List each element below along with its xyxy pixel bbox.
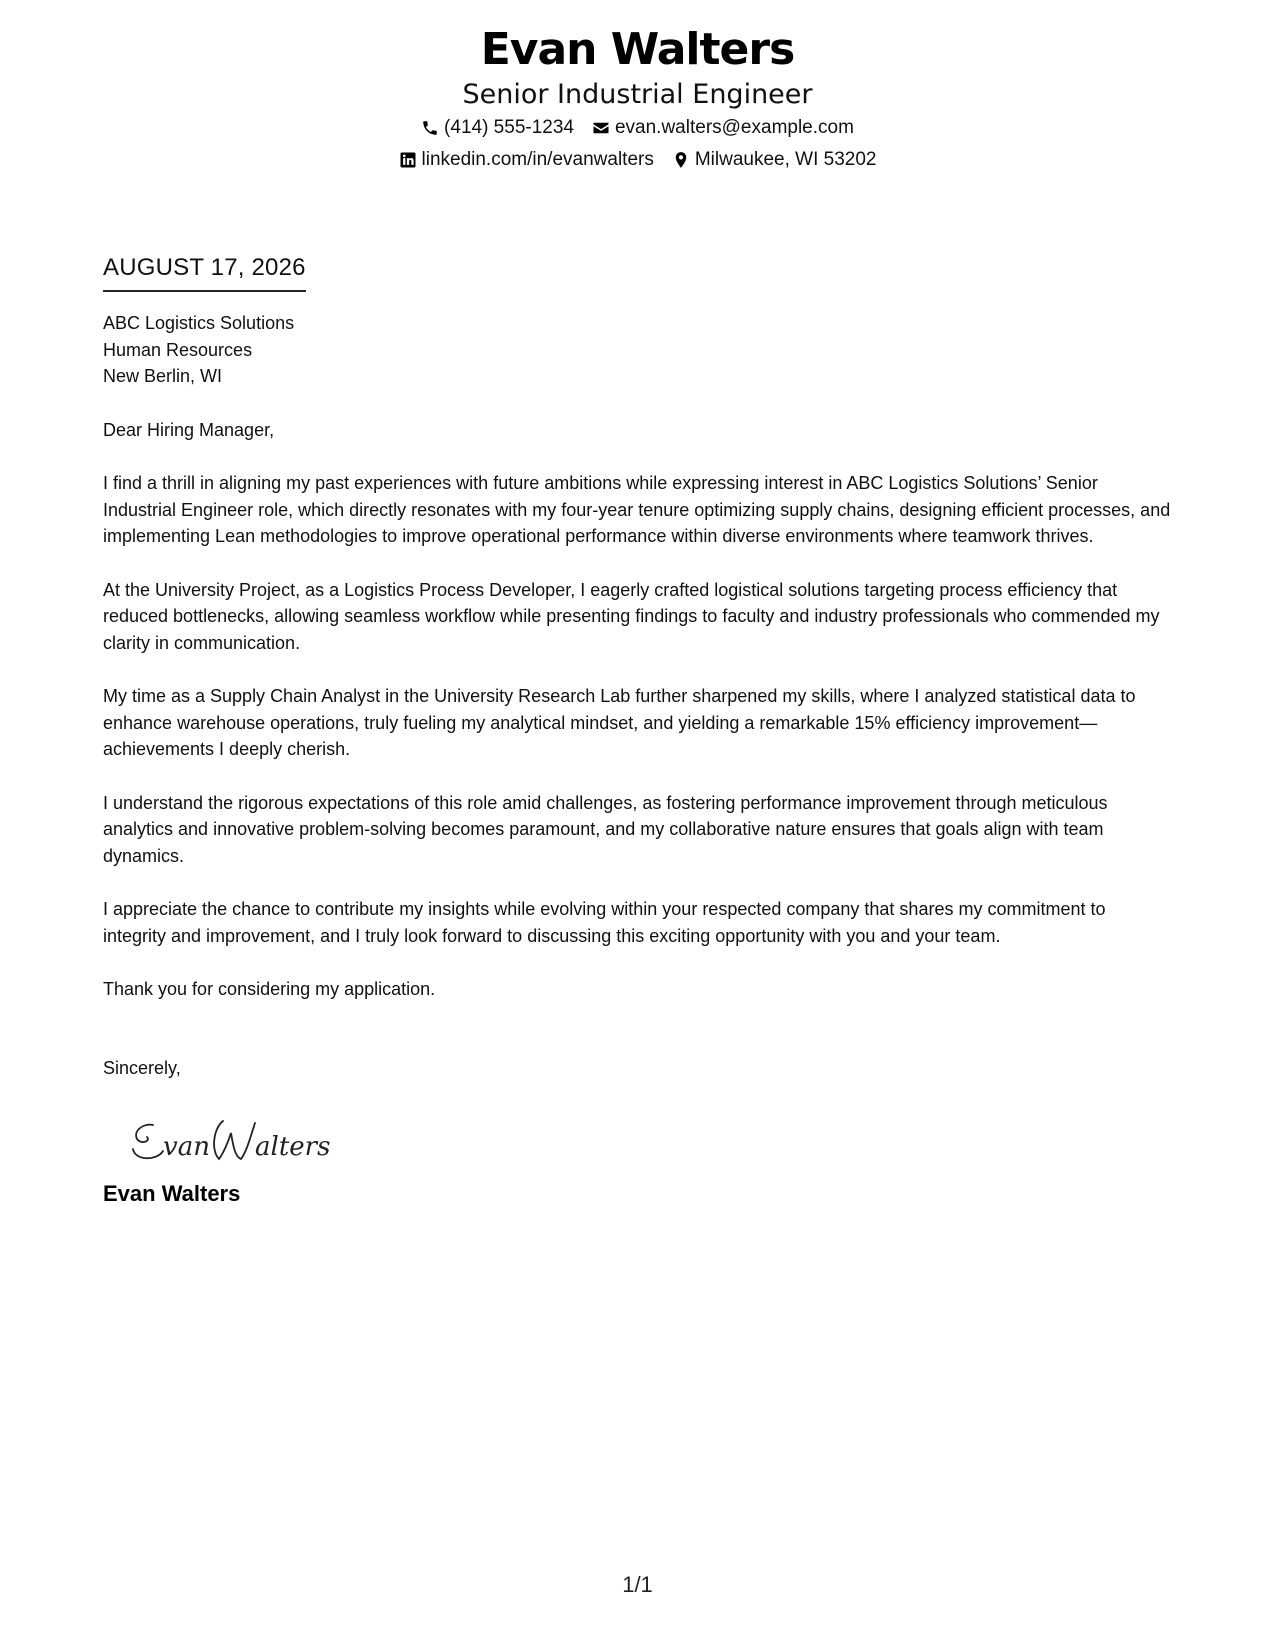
body-paragraph: I appreciate the chance to contribute my insights while evolving within your respected company that shares my commitment to integrity and improvement, and I truly look forward to discussing this exciting opportunity with you and your team. bbox=[103, 899, 1106, 946]
contact-email[interactable] bbox=[592, 112, 854, 144]
svg-text:alters: alters bbox=[255, 1132, 331, 1162]
body-paragraph: I find a thrill in aligning my past experiences with future ambitions while expressing interest in ABC Logistics Solutions’ Senior Industrial Engineer role, which directly resonates with my four-year tenure optimizing supply chains, designing efficient processes, and implementing Lean methodologies to improve operational performance within diverse environments where teamwork thrives. bbox=[103, 473, 1171, 546]
closing-line: Thank you for considering my application. bbox=[103, 979, 436, 999]
location-text: Milwaukee, WI 53202 bbox=[694, 149, 877, 170]
signoff: Sincerely, bbox=[103, 1057, 181, 1078]
letter-header bbox=[0, 24, 1275, 176]
body-paragraph: My time as a Supply Chain Analyst in the University Research Lab further sharpened my skills, where I analyzed statistical data to enhance warehouse operations, truly fueling my analytical mindset, and yielding a remarkable 15% efficiency improvement—achievements I deeply cherish. bbox=[103, 686, 1136, 759]
applicant-name: Evan Walters bbox=[480, 24, 795, 75]
letter-date: AUGUST 17, 2026 bbox=[103, 252, 306, 292]
map-pin-icon bbox=[672, 151, 690, 169]
linkedin-icon bbox=[399, 151, 417, 169]
envelope-icon bbox=[592, 119, 610, 137]
applicant-title: Senior Industrial Engineer bbox=[462, 79, 813, 110]
contact-location bbox=[672, 144, 877, 176]
contact-line-primary bbox=[0, 112, 1275, 144]
contact-line-secondary bbox=[0, 144, 1275, 176]
recipient-company: ABC Logistics Solutions bbox=[103, 313, 295, 333]
handwritten-signature bbox=[123, 1111, 353, 1171]
letter-body bbox=[103, 252, 1173, 1209]
page-number: 1/1 bbox=[622, 1572, 653, 1597]
recipient-location: New Berlin, WI bbox=[103, 366, 223, 386]
signer-name: Evan Walters bbox=[103, 1181, 241, 1206]
recipient-block bbox=[103, 310, 1173, 390]
linkedin-text[interactable]: linkedin.com/in/evanwalters bbox=[421, 149, 654, 170]
body-paragraph: I understand the rigorous expectations of this role amid challenges, as fostering performance improvement through meticulous analytics and innovative problem-solving becomes paramount, and my collaborative nature ensures that goals align with team dynamics. bbox=[103, 792, 1108, 866]
phone-icon bbox=[421, 119, 439, 137]
svg-text:van: van bbox=[163, 1132, 210, 1162]
contact-phone bbox=[421, 112, 574, 144]
body-paragraph: At the University Project, as a Logistics Process Developer, I eagerly crafted logistical solutions targeting process efficiency that reduced bottlenecks, allowing seamless workflow while presenting findings to faculty and industry professionals who commended my clarity in communication. bbox=[103, 579, 1160, 653]
salutation: Dear Hiring Manager, bbox=[103, 419, 275, 440]
email-text[interactable]: evan.walters@example.com bbox=[614, 117, 854, 138]
phone-text: (414) 555-1234 bbox=[444, 117, 574, 138]
recipient-department: Human Resources bbox=[103, 339, 253, 360]
contact-linkedin[interactable] bbox=[399, 144, 654, 176]
